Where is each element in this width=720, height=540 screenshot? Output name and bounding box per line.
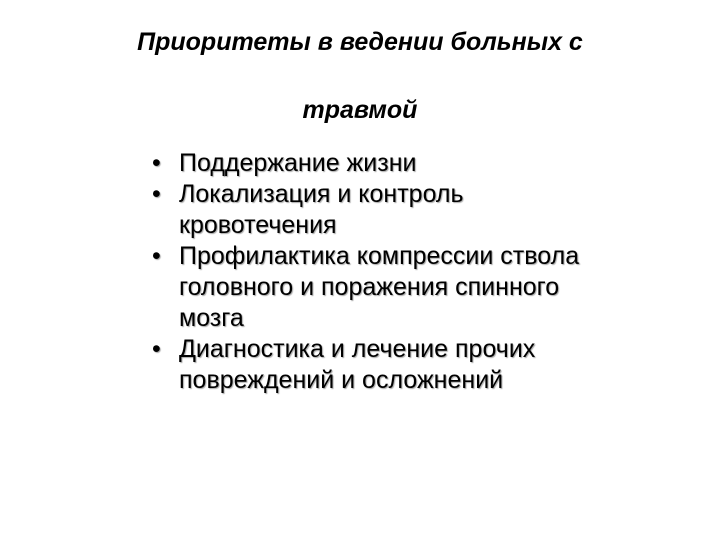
bullet-item-compression-prevention: [152, 241, 712, 334]
bullet-dot-icon: •: [152, 149, 161, 177]
bullet-item-diagnostics: [152, 334, 712, 396]
bullet-dot-icon: •: [152, 335, 161, 363]
bullet-dot-icon: •: [152, 242, 161, 270]
bullet-list: [152, 148, 712, 396]
bullet-item-life-support: [152, 148, 712, 179]
bullet-item-bleeding-control: [152, 179, 712, 241]
bullet-text: Профилактика компрессии ствола головного и поражения спинного мозга: [179, 242, 580, 332]
bullet-dot-icon: •: [152, 180, 161, 208]
title-line-1: Приоритеты в ведении больных с: [137, 28, 583, 56]
slide-title: [40, 22, 680, 130]
title-line-2: травмой: [302, 96, 418, 124]
bullet-text: Диагностика и лечение прочих повреждений и осложнений: [179, 335, 536, 394]
bullet-text: Поддержание жизни: [179, 149, 417, 177]
bullet-text: Локализация и контроль кровотечения: [179, 180, 464, 239]
